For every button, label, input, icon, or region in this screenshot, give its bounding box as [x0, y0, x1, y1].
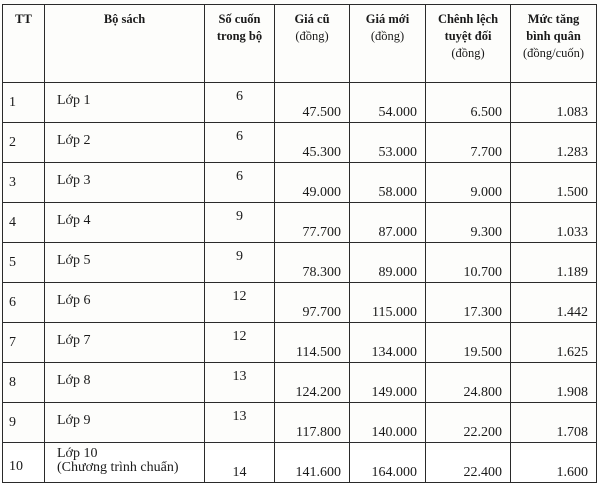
cell-name: Lớp 9	[45, 403, 205, 443]
cell-tt: 10	[3, 443, 45, 483]
table-header-row	[3, 5, 597, 83]
header-muc-tang: Mức tăng bình quân (đồng/cuốn)	[511, 5, 597, 83]
header-gia-cu: Giá cũ (đồng)	[275, 5, 350, 83]
cell-count: 14	[205, 443, 275, 483]
cell-name-main: Lớp 10	[57, 446, 98, 461]
cell-new-price: 115.000	[350, 283, 426, 323]
cell-old-price: 45.300	[275, 123, 350, 163]
cell-difference: 6.500	[426, 83, 511, 123]
header-so-cuon: Số cuốn trong bộ	[205, 5, 275, 83]
cell-new-price: 134.000	[350, 323, 426, 363]
cell-old-price: 141.600	[275, 443, 350, 483]
cell-tt: 6	[3, 283, 45, 323]
cell-name: Lớp 3	[45, 163, 205, 203]
cell-name: Lớp 7	[45, 323, 205, 363]
cell-old-price: 78.300	[275, 243, 350, 283]
cell-old-price: 114.500	[275, 323, 350, 363]
cell-difference: 22.400	[426, 443, 511, 483]
cell-tt: 4	[3, 203, 45, 243]
cell-difference: 19.500	[426, 323, 511, 363]
cell-difference: 9.000	[426, 163, 511, 203]
table-row	[3, 243, 597, 283]
table-row	[3, 403, 597, 443]
cell-count: 6	[205, 83, 275, 123]
cell-new-price: 53.000	[350, 123, 426, 163]
cell-average-increase: 1.033	[511, 203, 597, 243]
table-row	[3, 283, 597, 323]
cell-new-price: 54.000	[350, 83, 426, 123]
table-row	[3, 83, 597, 123]
cell-new-price: 164.000	[350, 443, 426, 483]
table-row	[3, 123, 597, 163]
cell-tt: 1	[3, 83, 45, 123]
cell-count: 6	[205, 123, 275, 163]
table-row	[3, 363, 597, 403]
cell-count: 6	[205, 163, 275, 203]
cell-average-increase: 1.908	[511, 363, 597, 403]
cell-average-increase: 1.442	[511, 283, 597, 323]
cell-tt: 2	[3, 123, 45, 163]
cell-count: 9	[205, 243, 275, 283]
cell-new-price: 58.000	[350, 163, 426, 203]
cell-average-increase: 1.625	[511, 323, 597, 363]
cell-name	[45, 443, 205, 483]
cell-name: Lớp 4	[45, 203, 205, 243]
cell-name: Lớp 8	[45, 363, 205, 403]
header-chenh-lech: Chênh lệch tuyệt đối (đồng)	[426, 5, 511, 83]
cell-new-price: 89.000	[350, 243, 426, 283]
cell-name: Lớp 2	[45, 123, 205, 163]
cell-average-increase: 1.708	[511, 403, 597, 443]
cell-tt: 8	[3, 363, 45, 403]
table-row	[3, 163, 597, 203]
textbook-price-table	[2, 4, 597, 483]
cell-difference: 10.700	[426, 243, 511, 283]
cell-old-price: 97.700	[275, 283, 350, 323]
cell-name: Lớp 1	[45, 83, 205, 123]
cell-tt: 9	[3, 403, 45, 443]
table-row	[3, 443, 597, 483]
cell-average-increase: 1.083	[511, 83, 597, 123]
cell-new-price: 140.000	[350, 403, 426, 443]
cell-name-sub: (Chương trình chuẩn)	[57, 460, 179, 475]
cell-average-increase: 1.500	[511, 163, 597, 203]
cell-count: 13	[205, 363, 275, 403]
cell-name: Lớp 6	[45, 283, 205, 323]
cell-count: 12	[205, 283, 275, 323]
cell-average-increase: 1.283	[511, 123, 597, 163]
cell-new-price: 87.000	[350, 203, 426, 243]
cell-difference: 24.800	[426, 363, 511, 403]
header-tt: TT	[3, 5, 45, 83]
cell-average-increase: 1.600	[511, 443, 597, 483]
cell-old-price: 47.500	[275, 83, 350, 123]
cell-count: 12	[205, 323, 275, 363]
cell-old-price: 77.700	[275, 203, 350, 243]
cell-tt: 5	[3, 243, 45, 283]
cell-old-price: 117.800	[275, 403, 350, 443]
cell-tt: 7	[3, 323, 45, 363]
cell-difference: 9.300	[426, 203, 511, 243]
cell-difference: 17.300	[426, 283, 511, 323]
cell-difference: 22.200	[426, 403, 511, 443]
cell-count: 9	[205, 203, 275, 243]
cell-difference: 7.700	[426, 123, 511, 163]
cell-average-increase: 1.189	[511, 243, 597, 283]
cell-count: 13	[205, 403, 275, 443]
cell-old-price: 49.000	[275, 163, 350, 203]
header-bo-sach: Bộ sách	[45, 5, 205, 83]
table-row	[3, 203, 597, 243]
table-row	[3, 323, 597, 363]
cell-name: Lớp 5	[45, 243, 205, 283]
cell-old-price: 124.200	[275, 363, 350, 403]
header-gia-moi: Giá mới (đồng)	[350, 5, 426, 83]
cell-new-price: 149.000	[350, 363, 426, 403]
cell-tt: 3	[3, 163, 45, 203]
